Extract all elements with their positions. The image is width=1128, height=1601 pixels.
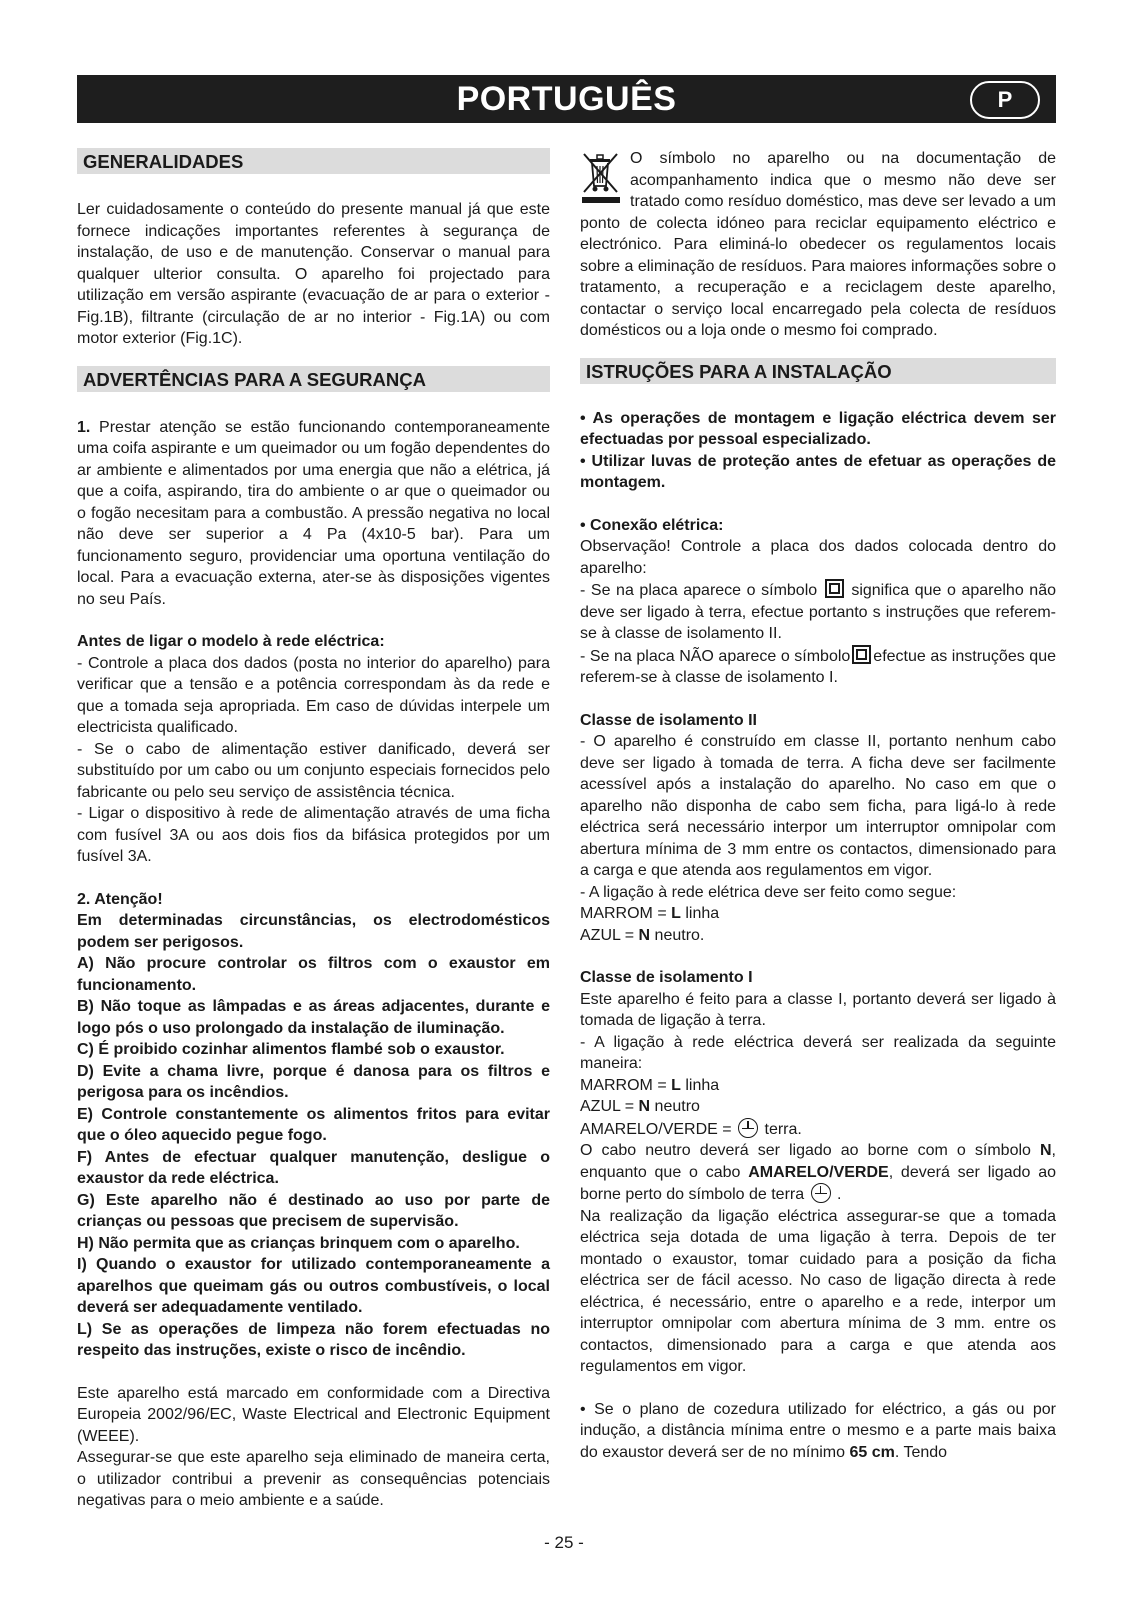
- weee-paragraph: Assegurar-se que este aparelho seja eliminado de maneira certa, o utilizador contribui a prevenir as consequências potenciais negativas para o meio ambiente e a saúde.: [77, 1449, 550, 1509]
- attention-item: F) Antes de efectuar qualquer manutenção, desligue o exaustor da rede eléctrica.: [77, 1148, 550, 1187]
- language-badge: P: [970, 81, 1040, 119]
- section-title-instalacao: ISTRUÇÕES PARA A INSTALAÇÃO: [580, 358, 1056, 384]
- language-header: [77, 75, 1056, 123]
- left-column: [77, 148, 550, 1512]
- earth-icon: [811, 1183, 831, 1203]
- attention-item: C) É proibido cozinhar alimentos flambé sob o exaustor.: [77, 1041, 505, 1058]
- connection-item: - Se na placa NÃO aparece o símbolo efectue as instruções que referem-se à classe de isolamento I.: [580, 645, 1056, 689]
- attention-block: [77, 889, 550, 1362]
- attention-item: E) Controle constantemente os alimentos fritos para evitar que o óleo aquecido pegue fogo.: [77, 1105, 550, 1144]
- weee-block: [580, 148, 1056, 342]
- right-column: [580, 148, 1056, 1463]
- attention-item: L) Se as operações de limpeza não forem efectuadas no respeito das instruções, existe o risco de incêndio.: [77, 1320, 550, 1359]
- weee-symbol-paragraph: O símbolo no aparelho ou na documentação de acompanhamento indica que o mesmo não deve ser tratado como resíduo doméstico, mas deve ser levado a um ponto de colecta idóneo para reciclar equipamento eléctrico e electrónico. Para eliminá-lo obedecer os regulamentos locais sobre a eliminação de resíduos. Para maiores informações sobre o tratamento, a recuperação e a reciclagem deste aparelho, contactar o serviço local encarregado pela colecta de resíduos domésticos ou a loja onde o mesmo foi comprado.: [580, 150, 1056, 339]
- attention-item: D) Evite a chama livre, porque é danosa para os filtros e perigosa para os incêndios.: [77, 1062, 550, 1101]
- before-connect-item: - Se o cabo de alimentação estiver danificado, deverá ser substituído por um cabo ou um conjunto especiais fornecidos pelo fabricante ou pelo seu serviço de assistência técnica.: [77, 740, 550, 801]
- warning-1-text: Prestar atenção se estão funcionando contemporaneamente uma coifa aspirante e um queimador ou um fogão dependentes do ar ambiente e alimentados por uma energia que não a elétrica, já que a coifa, aspirando, tira do ambiente o ar que o queimador ou o fogão necesitam para a combustão. A pressão negativa no local não deve ser superior a 4 Pa (4x10-5 bar). Para um funcionamento seguro, providenciar uma oportuna ventilação do local. Para a evacuação externa, ater-se às disposições vigentes no seu País.: [77, 418, 550, 608]
- paragraph-generalidades: Ler cuidadosamente o conteúdo do presente manual já que este fornece indicações importantes referentes à segurança de instalação, de uso e de manutenção. Conservar o manual para qualquer ulterior consulta. O aparelho foi projectado para utilização em versão aspirante (evacuação de ar para o exterior - Fig.1B), filtrante (circulação de ar no interior - Fig.1A) ou com motor exterior (Fig.1C).: [77, 201, 550, 347]
- class-i-title: Classe de isolamento I: [580, 969, 753, 986]
- distance-paragraph: • Se o plano de cozedura utilizado for eléctrico, a gás ou por indução, a distância mínima entre o mesmo e a parte mais baixa do exaustor deverá ser de no mínimo 65 cm. Tendo: [580, 1400, 1056, 1461]
- section-title-advertencias: ADVERTÊNCIAS PARA A SEGURANÇA: [77, 366, 550, 392]
- double-insulation-icon: [825, 579, 844, 598]
- wire-blue: AZUL = N neutro: [580, 1098, 700, 1115]
- before-connect-title: Antes de ligar o modelo à rede eléctrica:: [77, 633, 385, 650]
- before-connect-item: - Ligar o dispositivo à rede de alimentação através de uma ficha com fusível 3A ou aos dois fios da bifásica protegidos por um fusível 3A.: [77, 805, 550, 865]
- paragraph-warning-1: [77, 417, 550, 611]
- install-bullet: • Utilizar luvas de proteção antes de efetuar as operações de montagem.: [580, 452, 1056, 491]
- language-title: PORTUGUÊS: [456, 80, 677, 118]
- connection-note: Observação! Controle a placa dos dados colocada dentro do aparelho:: [580, 538, 1056, 577]
- install-bullet: • As operações de montagem e ligação eléctrica devem ser efectuadas por pessoal especializado.: [580, 409, 1056, 448]
- class-ii-title: Classe de isolamento II: [580, 711, 757, 729]
- weee-paragraph: Este aparelho está marcado em conformidade com a Directiva Europeia 2002/96/EC, Waste Electrical and Electronic Equipment (WEEE).: [77, 1384, 550, 1445]
- double-insulation-icon: [852, 645, 871, 664]
- attention-item: H) Não permita que as crianças brinquem com o aparelho.: [77, 1234, 520, 1252]
- connection-item: - Se na placa aparece o símbolo significa que o aparelho não deve ser ligado à terra, efectue portanto s instruções que referem-se à classe de isolamento II.: [580, 579, 1056, 645]
- section-title-generalidades: GENERALIDADES: [77, 148, 550, 174]
- earth-icon: [738, 1118, 758, 1138]
- before-connect-item: - Controle a placa dos dados (posta no interior do aparelho) para verificar que a tensão e a potência correspondam às da rede e que a tomada seja apropriada. Em caso de dúvidas interpele um electricista qualificado.: [77, 654, 550, 736]
- wire-brown: MARROM = L linha: [580, 1076, 720, 1094]
- connection-title: • Conexão elétrica:: [580, 516, 724, 534]
- attention-intro: Em determinadas circunstâncias, os electrodomésticos podem ser perigosos.: [77, 912, 550, 951]
- class-ii-paragraph: - O aparelho é construído em classe II, portanto nenhum cabo deve ser ligado à tomada de terra. A ficha deve ser facilmente acessível após a instalação do aparelho. No caso em que o aparelho não disponha de cabo sem ficha, para ligá-lo à rede eléctrica será necessário interpor um interruptor omnipolar com abertura mínima de 3 mm entre os contactos, dimensionado para a carga e que atenda aos regulamentos em vigor.: [580, 733, 1056, 879]
- class-i-paragraph: - A ligação à rede eléctrica deverá ser realizada da seguinte maneira:: [580, 1033, 1056, 1072]
- attention-item: G) Este aparelho não é destinado ao uso por parte de crianças ou pessoas que precisem de supervisão.: [77, 1191, 550, 1230]
- wire-brown: MARROM = L linha: [580, 905, 720, 922]
- wire-yellow-green: AMARELO/VERDE = terra.: [580, 1118, 1056, 1141]
- wire-blue: AZUL = N neutro.: [580, 926, 705, 944]
- class-i-paragraph: Na realização da ligação eléctrica assegurar-se que a tomada eléctrica seja dotada de uma ligação à terra. Depois de ter montado o exaustor, tomar cuidado para a posição da ficha eléctrica ser de fácil acesso. No caso de ligação directa à rede eléctrica, é necessário, entre o aparelho e a rede, interpor um interruptor omnipolar com abertura mínima de 3 mm. entre os contactos, dimensionado para a carga e que atenda aos regulamentos em vigor.: [580, 1207, 1056, 1375]
- page-number: - 25 -: [544, 1533, 584, 1552]
- class-i-paragraph: O cabo neutro deverá ser ligado ao borne com o símbolo N, enquanto que o cabo AMARELO/VERDE, deverá ser ligado ao borne perto do símbolo de terra .: [580, 1142, 1056, 1203]
- attention-item: A) Não procure controlar os filtros com o exaustor em funcionamento.: [77, 955, 550, 994]
- attention-item: B) Não toque as lâmpadas e as áreas adjacentes, durante e logo pós o uso prolongado da instalação de iluminação.: [77, 998, 550, 1037]
- attention-title: 2. Atenção!: [77, 890, 163, 908]
- class-i-paragraph: Este aparelho é feito para a classe I, portanto deverá ser ligado à tomada de ligação à terra.: [580, 990, 1056, 1029]
- warning-number: 1.: [77, 418, 91, 436]
- class-ii-line: - A ligação à rede elétrica deve ser feito como segue:: [580, 883, 957, 901]
- crossed-bin-icon: [580, 150, 622, 204]
- attention-item: I) Quando o exaustor for utilizado contemporaneamente a aparelhos que queimam gás ou outros combustíveis, o local deverá ser adequadamente ventilado.: [77, 1256, 550, 1316]
